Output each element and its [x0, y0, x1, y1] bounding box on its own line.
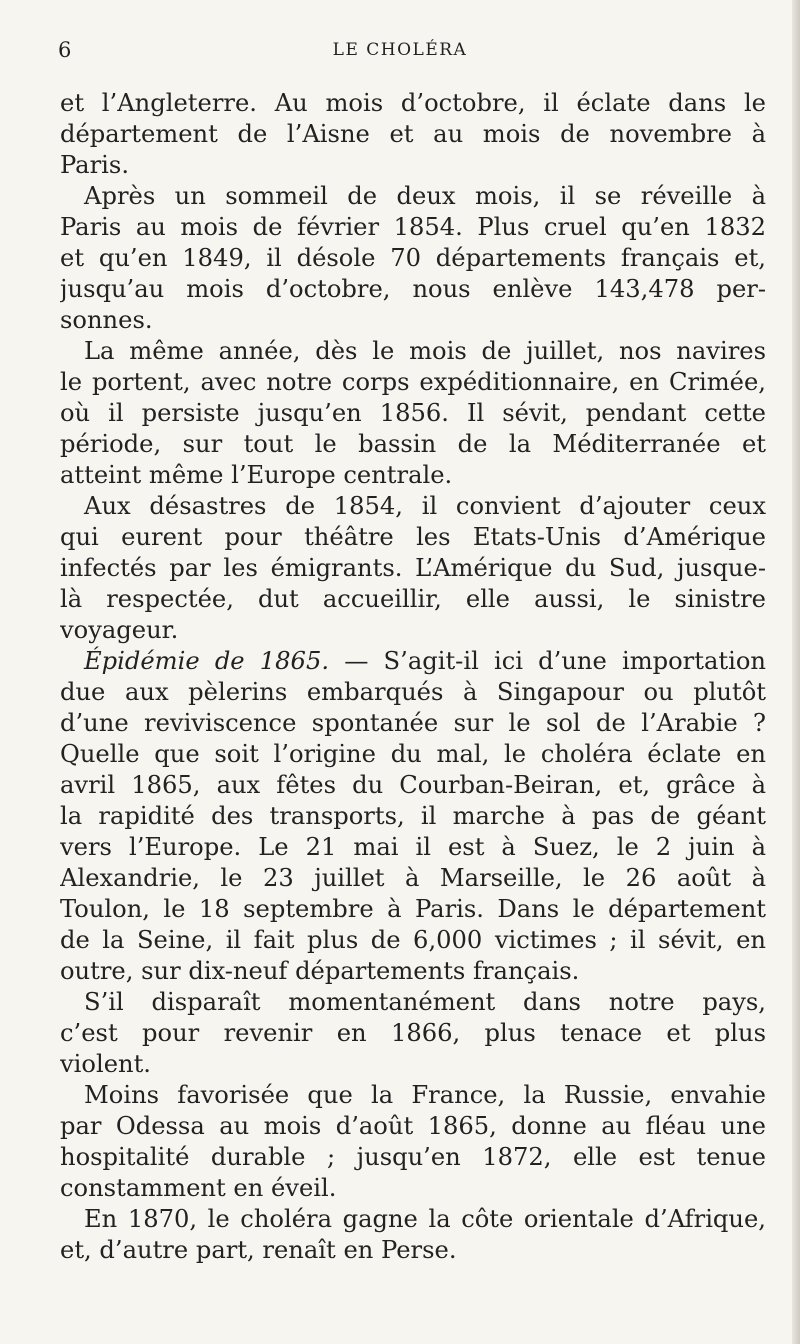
text-line: outre, sur dix-neuf départements français.	[60, 957, 580, 985]
text-line: d’une reviviscence spontanée sur le sol de l’Arabie ?	[60, 709, 766, 737]
text-line: c’est pour revenir en 1866, plus tenace et plus	[60, 1019, 766, 1047]
paragraph-start-line: La même année, dès le mois de juillet, nos navires	[84, 337, 766, 365]
text-line: département de l’Aisne et au mois de novembre à	[60, 120, 766, 148]
text-line: due aux pèlerins embarqués à Singapour ou plutôt	[60, 678, 766, 706]
text-line: vers l’Europe. Le 21 mai il est à Suez, le 2 juin à	[60, 833, 766, 861]
text-line: Quelle que soit l’origine du mal, le choléra éclate en	[60, 740, 766, 768]
paragraph-start-line: Après un sommeil de deux mois, il se réveille à	[84, 182, 766, 210]
paragraph-start-line: En 1870, le choléra gagne la côte orientale d’Afrique,	[84, 1205, 766, 1233]
page-number: 6	[58, 38, 73, 62]
text-line: constamment en éveil.	[60, 1174, 337, 1202]
text-line: jusqu’au mois d’octobre, nous enlève 143,478 per-	[60, 275, 766, 303]
paragraph-start-line: Aux désastres de 1854, il convient d’ajouter ceux	[84, 492, 766, 520]
paragraph-start-line: Moins favorisée que la France, la Russie, envahie	[84, 1081, 766, 1109]
text-line: voyageur.	[60, 616, 179, 644]
epidemic-heading: Épidémie de 1865.	[84, 647, 330, 675]
text-line: où il persiste jusqu’en 1856. Il sévit, pendant cette	[60, 399, 766, 427]
text-line: par Odessa au mois d’août 1865, donne au fléau une	[60, 1112, 766, 1140]
text-line: la rapidité des transports, il marche à pas de géant	[60, 802, 766, 830]
text-line: hospitalité durable ; jusqu’en 1872, elle est tenue	[60, 1143, 766, 1171]
text-line: Paris au mois de février 1854. Plus cruel qu’en 1832	[60, 213, 766, 241]
text-line: là respectée, dut accueillir, elle aussi, le sinistre	[60, 585, 766, 613]
text-line: et, d’autre part, renaît en Perse.	[60, 1236, 457, 1264]
text-line: infectés par les émigrants. L’Amérique du Sud, jusque-	[60, 554, 766, 582]
text-line: Alexandrie, le 23 juillet à Marseille, le 26 août à	[60, 864, 766, 892]
running-title: LE CHOLÉRA	[332, 40, 468, 60]
paragraph-start-line: S’il disparaît momentanément dans notre pays,	[84, 988, 766, 1016]
text-line: le portent, avec notre corps expéditionnaire, en Crimée,	[60, 368, 766, 396]
text-line: avril 1865, aux fêtes du Courban-Beiran, et, grâce à	[60, 771, 766, 799]
text-line: violent.	[60, 1050, 151, 1078]
epidemic-paragraph-line	[60, 646, 766, 677]
text-line: et l’Angleterre. Au mois d’octobre, il éclate dans le	[60, 89, 766, 117]
text-line: Toulon, le 18 septembre à Paris. Dans le département	[60, 895, 766, 923]
text-line: période, sur tout le bassin de la Méditerranée et	[60, 430, 766, 458]
text-line: et qu’en 1849, il désole 70 départements français et,	[60, 244, 766, 272]
body-text	[60, 88, 766, 1266]
text-span: — S’agit-il ici d’une importation	[344, 647, 766, 675]
text-line: sonnes.	[60, 306, 153, 334]
text-line: atteint même l’Europe centrale.	[60, 461, 453, 489]
page-edge	[792, 0, 800, 1344]
text-line: qui eurent pour théâtre les Etats-Unis d’Amérique	[60, 523, 766, 551]
text-line: de la Seine, il fait plus de 6,000 victimes ; il sévit, en	[60, 926, 766, 954]
text-line: Paris.	[60, 151, 130, 179]
